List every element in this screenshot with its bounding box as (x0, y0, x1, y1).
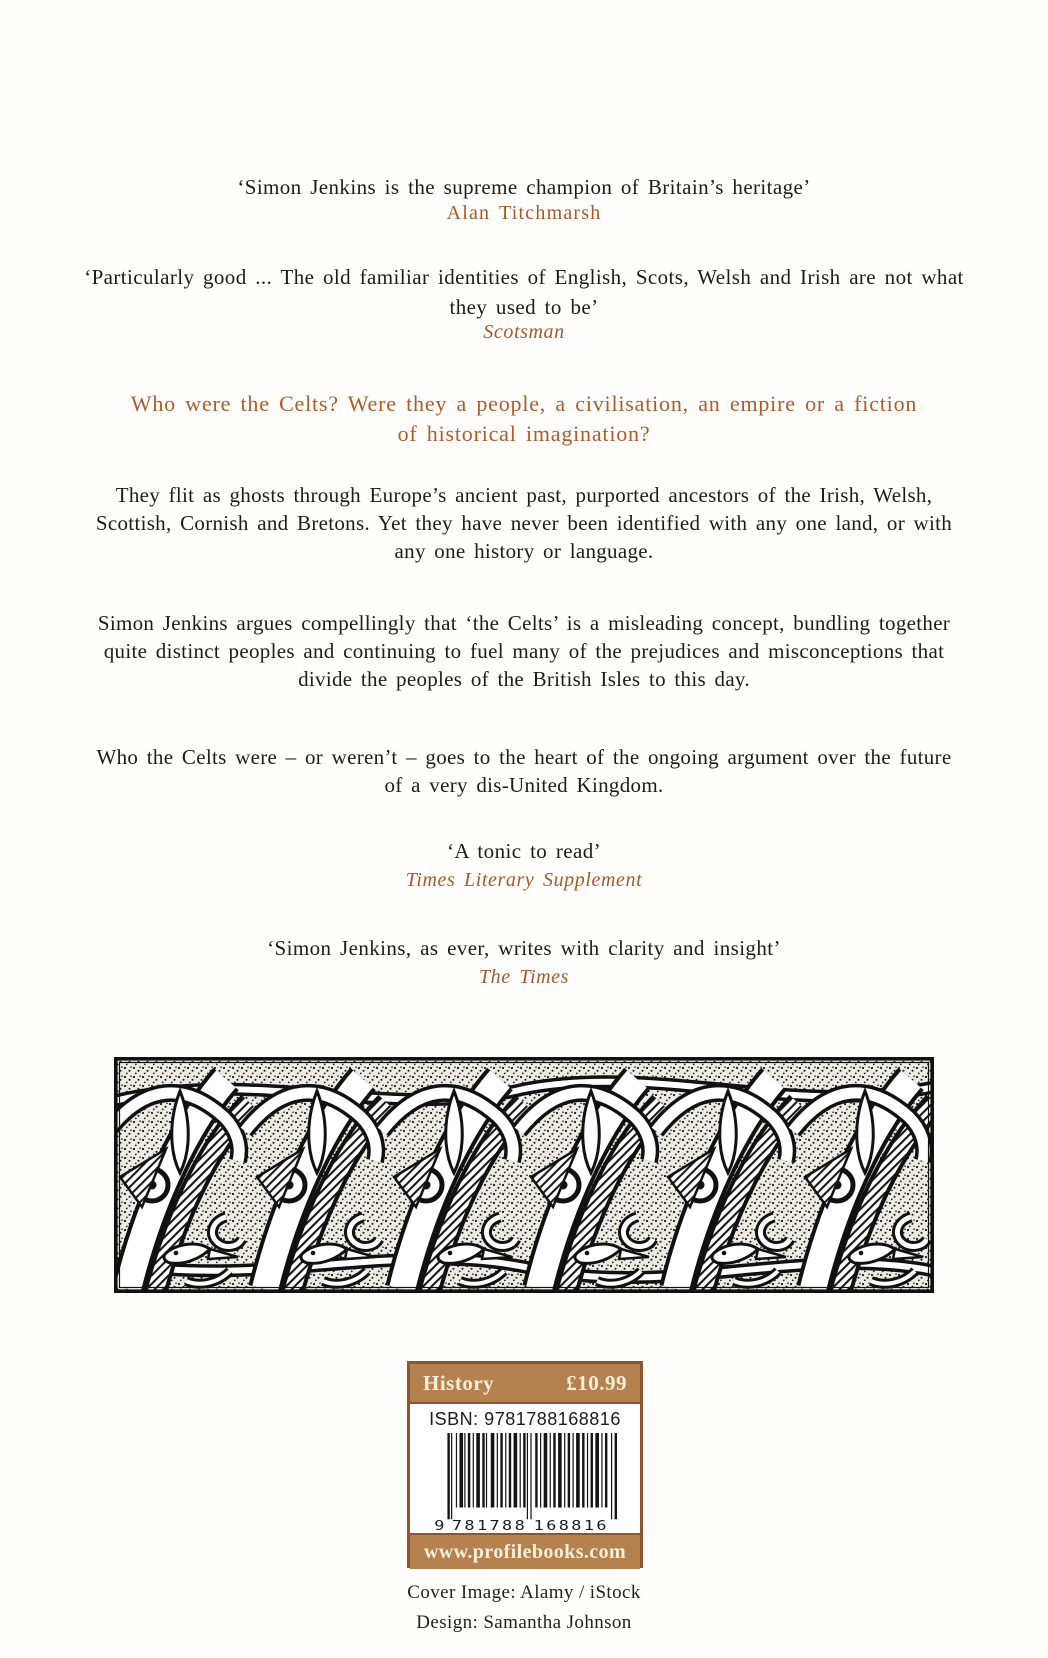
retail-info-box (407, 1361, 643, 1568)
quote-titchmarsh-attribution: Alan Titchmarsh (446, 202, 602, 224)
price-label: £10.99 (566, 1370, 627, 1395)
barcode-digit-group1: 781788 (451, 1517, 528, 1533)
category-label: History (423, 1370, 495, 1395)
celtic-knotwork-engraving-icon (114, 1057, 934, 1293)
design-credit: Design: Samantha Johnson (416, 1612, 632, 1633)
publisher-website: www.profilebooks.com (410, 1533, 640, 1569)
headline-question: Who were the Celts? Were they a people, a civilisation, an empire or a fiction of historical imagination? (130, 391, 918, 446)
ean-barcode (433, 1433, 617, 1533)
endorsement-tls: ‘A tonic to read’ (446, 839, 601, 863)
ean-barcode-bars (447, 1433, 617, 1519)
barcode-panel (410, 1404, 640, 1533)
isbn-label: ISBN: 9781788168816 (429, 1409, 621, 1429)
quote-scotsman-attribution: Scotsman (483, 321, 565, 343)
quote-scotsman: ‘Particularly good ... The old familiar identities of English, Scots, Welsh and Irish are not what they used to be’ (84, 265, 964, 319)
endorsement-times-attribution: The Times (478, 966, 570, 988)
retail-header-bar (410, 1364, 640, 1404)
endorsement-times: ‘Simon Jenkins, as ever, writes with clarity and insight’ (267, 936, 781, 960)
paragraph-ghosts: They flit as ghosts through Europe’s ancient past, purported ancestors of the Irish, Welsh, Scottish, Cornish and Bretons. Yet they have never been identified with any one land, or with any one history or language. (95, 483, 953, 563)
cover-image-credit: Cover Image: Alamy / iStock (407, 1582, 641, 1603)
credits (407, 1578, 640, 1638)
paragraph-kingdom: Who the Celts were – or weren’t – goes to the heart of the ongoing argument over the future of a very dis-United Kingdom. (96, 745, 952, 797)
barcode-digit-lead: 9 (434, 1517, 447, 1533)
barcode-digit-group2: 168816 (533, 1517, 609, 1533)
paragraph-argument: Simon Jenkins argues compellingly that ‘the Celts’ is a misleading concept, bundling together quite distinct peoples and continuing to fuel many of the prejudices and misconceptions that divide the peoples of the British Isles to this day. (97, 611, 951, 691)
quote-titchmarsh: ‘Simon Jenkins is the supreme champion of Britain’s heritage’ (237, 175, 811, 199)
endorsement-tls-attribution: Times Literary Supplement (405, 869, 643, 891)
